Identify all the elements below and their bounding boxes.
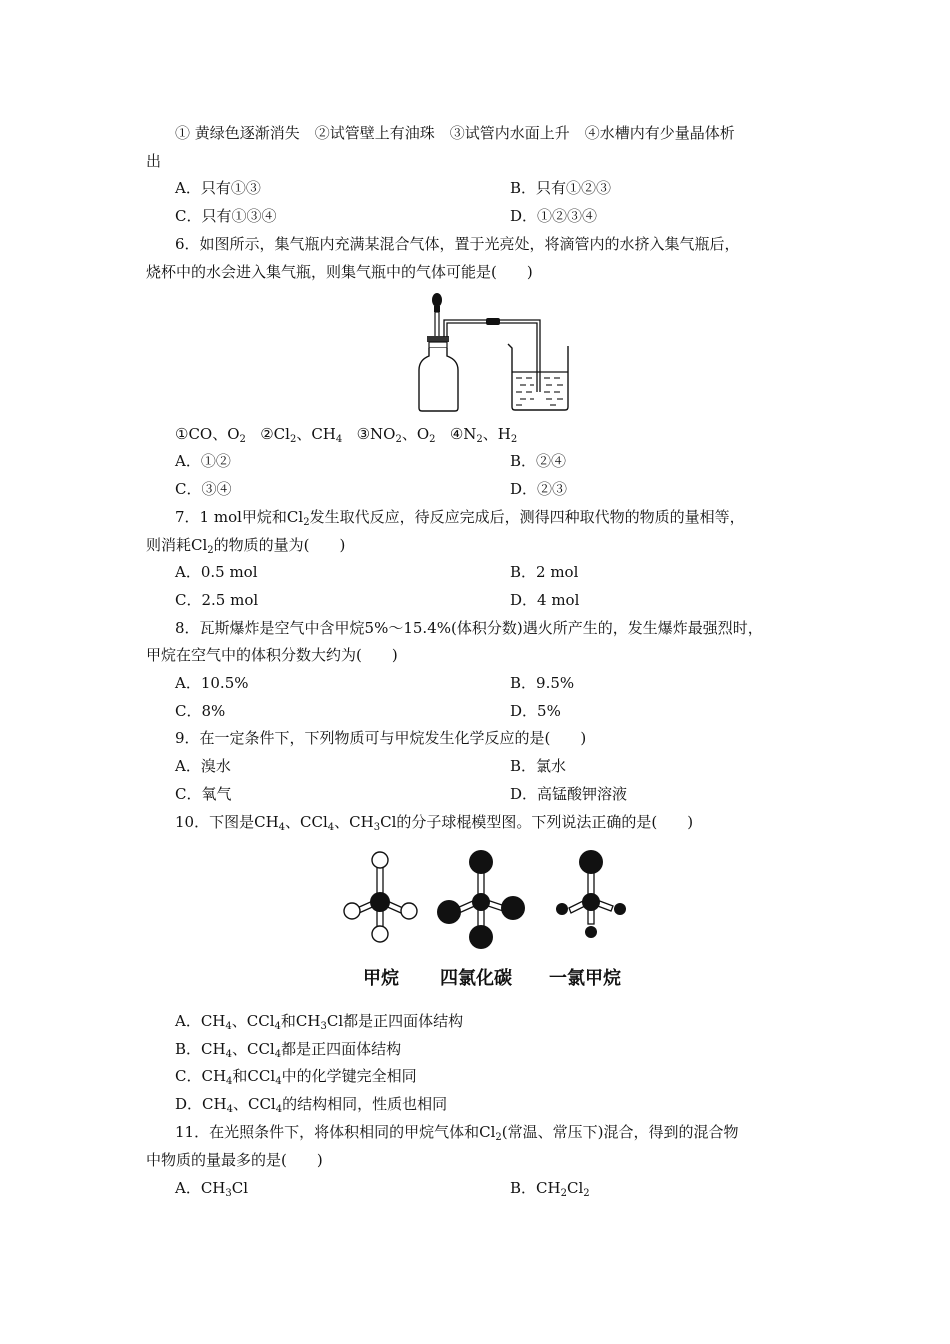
q7-option-d: D．4 mol: [510, 591, 580, 609]
q10-stem: 10．下图是$CH_4$、CCl$_4$、$CH_3Cl$的分子球棍模型图。下列说法正确的是( ): [175, 813, 694, 833]
ccl4-cl-top: [469, 850, 493, 874]
q5-option-a: A．只有①③: [175, 179, 261, 197]
ch3cl-cl-top: [579, 850, 603, 874]
q9-option-c: C．氧气: [175, 785, 232, 803]
ch3cl-h-right: [614, 903, 626, 915]
ch3cl-h-bottom: [585, 926, 597, 938]
q10-option-b: B．$CH_4$、CCl$_4$都是正四面体结构: [175, 1040, 402, 1060]
q5-option-c: C．只有①③④: [175, 207, 277, 225]
q9-option-a: A．溴水: [175, 757, 231, 775]
methane-model: [344, 852, 417, 942]
q11-stem-line2: 中物质的量最多的是( ): [146, 1151, 323, 1169]
q6-stem-line1: 6．如图所示，集气瓶内充满某混合气体，置于光亮处，将滴管内的水挤入集气瓶后，: [175, 235, 740, 253]
tube-clamp: [486, 318, 500, 325]
beaker: [508, 344, 568, 410]
dropper-bulb: [432, 293, 442, 307]
gas-bottle: [419, 348, 458, 411]
ch3cl-model: [556, 850, 626, 938]
q8-stem-line2: 甲烷在空气中的体积分数大约为( ): [146, 646, 398, 664]
q11-option-b: B．$CH_2Cl_2$: [510, 1179, 590, 1199]
q6-gas-choices: ①CO、$O_2$ $②Cl_2$、$CH_4$ $③NO_2$、$O_2$ $④N_2$、$H_2$: [175, 425, 518, 445]
q9-option-b: B．氯水: [510, 757, 567, 775]
q6-option-c: C．③④: [175, 480, 232, 498]
label-ch3cl: 一氯甲烷: [549, 968, 621, 989]
ccl4-cl-left: [437, 900, 461, 924]
methane-h-right: [401, 903, 417, 919]
q7-option-b: B．2 mol: [510, 563, 579, 581]
q7-option-c: C．2.5 mol: [175, 591, 259, 609]
q6-stem-line2: 烧杯中的水会进入集气瓶，则集气瓶中的气体可能是( ): [146, 263, 533, 281]
q8-option-a: A．10.5%: [175, 674, 249, 692]
ch3cl-c: [582, 893, 600, 911]
ch3cl-h-left: [556, 903, 568, 915]
q9-stem: 9．在一定条件下，下列物质可与甲烷发生化学反应的是( ): [175, 729, 587, 747]
q7-option-a: A．0.5 mol: [175, 563, 258, 581]
q5-option-b: B．只有①②③: [510, 179, 612, 197]
q5-observations-line1: ① 黄绿色逐渐消失 ②试管壁上有油珠 ③试管内水面上升 ④水槽内有少量晶体析: [175, 124, 735, 142]
q11-stem-line1: 11．在光照条件下，将体积相同的甲烷气体和$Cl_2$(常温、常压下)混合，得到的混合物: [175, 1123, 739, 1143]
q9-option-d: D．高锰酸钾溶液: [510, 785, 628, 803]
q7-stem-line1: 7．1 mol甲烷和$Cl_2$发生取代反应，待反应完成后，测得四种取代物的物质的量相等，: [175, 508, 745, 528]
ccl4-cl-bottom: [469, 925, 493, 949]
q5-observations-line2: 出: [146, 152, 162, 170]
ccl4-c: [472, 893, 490, 911]
q10-option-a: A．$CH_4$、CCl$_4$和$CH_3Cl$都是正四面体结构: [175, 1012, 464, 1032]
q6-option-d: D．②③: [510, 480, 568, 498]
q8-option-d: D．5%: [510, 702, 561, 720]
stopper: [427, 336, 449, 342]
methane-h-bottom: [372, 926, 388, 942]
label-ccl4: 四氯化碳: [440, 968, 512, 989]
q5-option-d: D．①②③④: [510, 207, 598, 225]
dropper-tube: [435, 312, 439, 338]
q6-option-a: A．①②: [175, 452, 231, 470]
methane-c: [370, 892, 390, 912]
q8-stem-line1: 8．瓦斯爆炸是空气中含甲烷5%～15.4%(体积分数)遇火所产生的，发生爆炸最强烈时，: [175, 619, 763, 637]
gas-bottle-beaker-apparatus: [410, 290, 580, 415]
q6-option-b: B．②④: [510, 452, 567, 470]
q7-stem-line2: 则消耗$Cl_2$的物质的量为( ): [146, 536, 346, 556]
q8-option-b: B．9.5%: [510, 674, 575, 692]
ccl4-model: [437, 850, 525, 949]
ball-and-stick-models: [335, 842, 635, 952]
q10-option-c: C．$CH_4$和CCl$_4$中的化学键完全相同: [175, 1067, 417, 1087]
methane-h-top: [372, 852, 388, 868]
ccl4-cl-right: [501, 896, 525, 920]
label-methane: 甲烷: [363, 968, 399, 989]
methane-h-left: [344, 903, 360, 919]
q11-option-a: A．$CH_3Cl$: [175, 1179, 249, 1199]
q10-option-d: D．$CH_4$、CCl$_4$的结构相同，性质也相同: [175, 1095, 448, 1115]
q8-option-c: C．8%: [175, 702, 226, 720]
